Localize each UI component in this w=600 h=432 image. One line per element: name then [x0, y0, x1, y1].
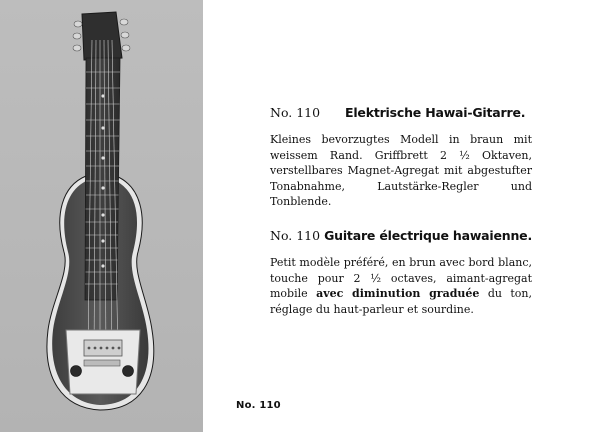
model-number: No. 110 [270, 228, 321, 243]
entry-german [270, 105, 532, 210]
entry-french [270, 228, 532, 317]
entry-title: Elektrische Hawai-Gitarre. [345, 105, 526, 120]
entry-description [270, 255, 532, 317]
headstock [82, 12, 122, 60]
entry-heading [270, 105, 532, 120]
photo-caption: No. 110 [236, 400, 281, 411]
description-part: du ton, réglage du haut-parleur et sourdine. [270, 287, 533, 316]
entry-title: Guitare électrique hawaienne. [324, 228, 532, 243]
guitar-photo [0, 0, 203, 432]
model-number: No. 110 [270, 105, 321, 120]
description-emphasis: avec diminution graduée [316, 287, 480, 300]
lap-steel-guitar-illustration [0, 0, 203, 432]
tailpiece [84, 360, 120, 366]
entry-heading [270, 228, 532, 243]
description-part: Petit modèle préféré, en brun avec bord blanc, touche pour 2 ½ octaves, aimant-agregat mobile [270, 256, 532, 300]
entry-description: Kleines bevorzugtes Modell in braun mit weissem Rand. Griffbrett 2 ½ Oktaven, verstellbares Magnet-Agregat mit abgestufter Tonabnahme, Lautstärke-Regler und Tonblende. [270, 133, 532, 208]
